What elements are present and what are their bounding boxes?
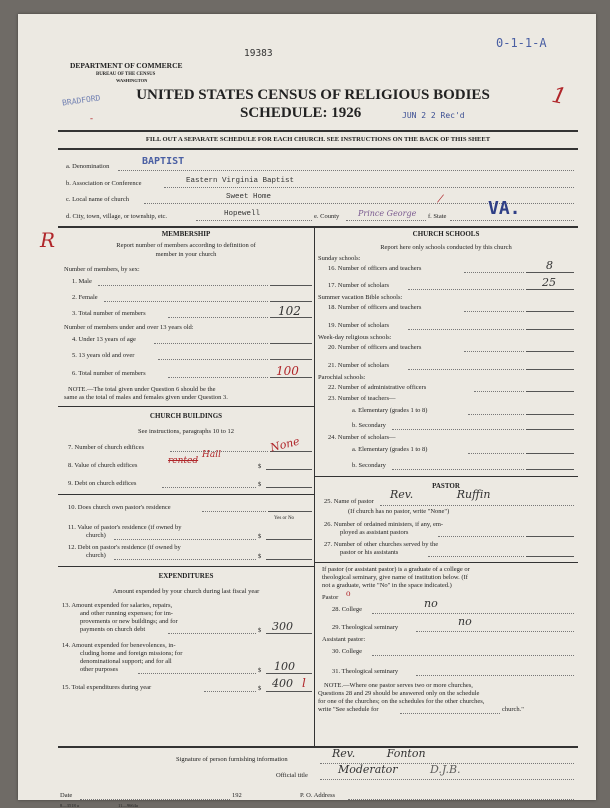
q14-dots: [138, 673, 256, 674]
q25-line: [380, 505, 574, 506]
q12-dots: [114, 559, 256, 560]
q23a-answer[interactable]: [526, 414, 574, 415]
q15-value: 400: [272, 677, 293, 690]
city-line: [196, 220, 312, 221]
header-rule-top: [58, 130, 578, 132]
q3-dots: [168, 317, 268, 318]
q14-label-d: other purposes: [80, 666, 119, 673]
q13-label-a: 13. Amount expended for salaries, repairs,: [62, 602, 173, 609]
q5-label: 5. 13 years old and over: [72, 352, 135, 359]
file-number: 19383: [244, 48, 273, 59]
q16-label: 16. Number of officers and teachers: [328, 265, 422, 272]
q4-dots: [154, 343, 268, 344]
q25-note: (If church has no pastor, write "None"): [348, 508, 450, 515]
q24b-answer[interactable]: [526, 469, 574, 470]
q22-answer[interactable]: [526, 391, 574, 392]
pastor-note-line5: church.": [502, 706, 524, 713]
q27-label-a: 27. Number of other churches served by the: [324, 541, 439, 548]
q28-line: [372, 613, 574, 614]
pastor-note-line3: for one of the churches; on the schedules for the other churches,: [318, 698, 485, 705]
q28-label: 28. College: [332, 606, 362, 613]
association-label: b. Association or Conference: [66, 180, 142, 187]
q21-label: 21. Number of scholars: [328, 362, 390, 369]
q24a-label: a. Elementary (grades 1 to 8): [352, 446, 428, 453]
q27-dots: [428, 556, 524, 557]
received-stamp: JUN 2 2 Rec'd: [402, 111, 465, 120]
bureau-label: BUREAU OF THE CENSUS: [96, 72, 156, 77]
q26-dots: [438, 536, 524, 537]
q11-label-a: 11. Value of pastor's residence (if owned by: [68, 524, 182, 531]
denomination-label: a. Denomination: [66, 163, 110, 170]
state-value: VA.: [488, 198, 521, 219]
q27-label-b: pastor or his assistants: [340, 549, 399, 556]
membership-sub1: Report number of members according to definition of: [116, 242, 256, 249]
q27-answer[interactable]: [526, 556, 574, 557]
date-year: 192: [232, 792, 242, 799]
membership-note-line1: NOTE.—The total given under Question 6 should be the: [68, 386, 216, 393]
q7-label: 7. Number of church edifices: [68, 444, 144, 451]
q13-value: 300: [272, 620, 293, 633]
q1-answer[interactable]: [270, 285, 312, 286]
q15-check: l: [302, 676, 306, 690]
red-circle-mark: o: [346, 588, 351, 598]
by-sex-label: Number of members, by sex:: [64, 266, 140, 273]
q24b-label: b. Secondary: [352, 462, 386, 469]
q13-label-c: provements or new buildings; and for: [80, 618, 178, 625]
q3-value: 102: [278, 304, 301, 318]
county-label: e. County: [314, 213, 340, 220]
q29-label: 29. Theological seminary: [332, 624, 399, 631]
q13-answer-line: [266, 633, 312, 634]
association-value: Eastern Virginia Baptist: [186, 177, 295, 185]
form-number: 8—3518 a: [60, 803, 79, 808]
q11-dots: [114, 539, 256, 540]
q13-dots: [168, 633, 256, 634]
q16-dots: [464, 272, 524, 273]
schools-title: CHURCH SCHOOLS: [412, 230, 480, 238]
q9-dollar: $: [258, 481, 262, 488]
initials-mark: D.J.B.: [430, 763, 461, 776]
association-line: [164, 187, 574, 188]
county-value: Prince George: [358, 209, 417, 218]
q1-label: 1. Male: [72, 278, 92, 285]
city-label-field: d. City, town, village, or township, etc.: [66, 213, 168, 220]
membership-title: MEMBERSHIP: [161, 230, 211, 238]
q6-value: 100: [276, 364, 299, 378]
denomination-value: BAPTIST: [142, 156, 185, 167]
q1-dots: [98, 285, 268, 286]
official-title-line: [320, 779, 574, 780]
q6-label: 6. Total number of members: [72, 370, 146, 377]
form-title: UNITED STATES CENSUS OF RELIGIOUS BODIES: [136, 87, 490, 103]
assistant-label: Assistant pastor:: [322, 636, 366, 643]
q15-label: 15. Total expenditures during year: [62, 684, 152, 691]
pastor-note-line2: Questions 28 and 29 should be answered only on the schedule: [318, 690, 480, 697]
sunday-label: Sunday schools:: [318, 255, 361, 262]
q8-answer[interactable]: [266, 469, 312, 470]
city-label: WASHINGTON: [116, 78, 148, 83]
q9-answer[interactable]: [266, 487, 312, 488]
schools-sub: Report here only schools conducted by this church: [380, 244, 512, 251]
q18-label: 18. Number of officers and teachers: [328, 304, 422, 311]
q26-answer[interactable]: [526, 536, 574, 537]
q14-label-a: 14. Amount expended for benevolences, in-: [62, 642, 176, 649]
church-name-label: c. Local name of church: [66, 196, 129, 203]
buildings-top-rule: [58, 406, 314, 407]
age-label: Number of members under and over 13 years old:: [64, 324, 194, 331]
q8-value: Hall: [202, 450, 221, 460]
q8-dollar: $: [258, 463, 262, 470]
graduate-line2: theological seminary, give name of institution below. (If: [322, 574, 468, 581]
q15-dots: [204, 691, 256, 692]
membership-sub2: member in your church: [155, 251, 217, 258]
q15-dollar: $: [258, 685, 262, 692]
q13-dollar: $: [258, 627, 262, 634]
official-title-label: Official title: [276, 772, 308, 779]
date-label: Date: [60, 792, 73, 799]
q12-answer[interactable]: [266, 559, 312, 560]
q10-dots: [202, 511, 266, 512]
buildings-title: CHURCH BUILDINGS: [149, 412, 223, 420]
pastor-note-blank: [400, 713, 500, 714]
q11-dollar: $: [258, 533, 262, 540]
q19-label: 19. Number of scholars: [328, 322, 390, 329]
file-code: 0-1-1-A: [496, 36, 547, 50]
q9-dots: [162, 487, 256, 488]
q12-label-b: church): [86, 552, 106, 559]
q24-label: 24. Number of scholars—: [328, 434, 396, 441]
header-rule-bottom: [58, 148, 578, 150]
q14-label-b: cluding home and foreign missions; for: [80, 650, 183, 657]
q14-answer-line: [266, 673, 312, 674]
q10-answer[interactable]: [268, 511, 312, 512]
weekday-label: Week-day religious schools:: [318, 334, 392, 341]
q19-answer[interactable]: [526, 329, 574, 330]
q15-answer-line: [266, 691, 312, 692]
q17-dots: [408, 289, 524, 290]
church-name-value: Sweet Home: [226, 193, 272, 201]
q17-answer-line: [526, 289, 574, 290]
q28-value: no: [424, 597, 438, 610]
q11-answer[interactable]: [266, 539, 312, 540]
q18-answer[interactable]: [526, 311, 574, 312]
bradford-stamp: BRADFORD: [61, 93, 101, 108]
parochial-label: Parochial schools:: [318, 374, 366, 381]
pastor-sub-label: Pastor: [322, 594, 339, 601]
q2-dots: [104, 301, 268, 302]
red-check-mark: /: [435, 191, 445, 208]
q8-strike: rented: [168, 456, 199, 466]
pastor-top-rule: [314, 476, 578, 477]
po-address-label: P. O. Address: [300, 792, 336, 799]
expenditures-sub: Amount expended by your church during last fiscal year: [112, 588, 260, 595]
graduate-line3: not a graduate, write "No" in the space indicated.): [322, 582, 452, 589]
official-title-value: Moderator: [338, 763, 398, 776]
q16-answer-line: [526, 272, 574, 273]
q17-value: 25: [542, 276, 556, 289]
q17-label: 17. Number of scholars: [328, 282, 390, 289]
q5-answer[interactable]: [270, 359, 312, 360]
q13-label-d: payments on church debt: [80, 626, 146, 633]
q26-label-a: 26. Number of ordained ministers, if any, em-: [324, 521, 444, 528]
sections-bottom-rule: [58, 746, 578, 748]
pastor-note-line1: NOTE.—Where one pastor serves two or more churches,: [324, 682, 473, 689]
signature-value: Rev. Fonton: [332, 747, 426, 760]
q31-line[interactable]: [416, 675, 574, 676]
q12-label-a: 12. Debt on pastor's residence (if owned by: [68, 544, 181, 551]
q20-label: 20. Number of officers and teachers: [328, 344, 422, 351]
red-numeral-mark: 1: [549, 82, 569, 111]
q2-label: 2. Female: [72, 294, 98, 301]
state-label: f. State: [428, 213, 447, 220]
r-mark: R: [40, 228, 56, 252]
q14-dollar: $: [258, 667, 262, 674]
expenditures-top-rule: [58, 566, 314, 567]
city-value: Hopewell: [224, 210, 261, 218]
sections-top-rule: [58, 226, 578, 228]
q16-value: 8: [546, 259, 553, 272]
q26-label-b: ployed as assistant pastors: [340, 529, 409, 536]
summer-label: Summer vacation Bible schools:: [318, 294, 403, 301]
pastor-note-line4: write "See schedule for: [318, 706, 379, 713]
expenditures-title: EXPENDITURES: [158, 572, 214, 580]
q10-label: 10. Does church own pastor's residence: [68, 504, 171, 511]
schedule-title: SCHEDULE: 1926: [240, 105, 362, 121]
residence-rule: [58, 494, 314, 495]
q30-line[interactable]: [372, 655, 574, 656]
q29-line: [416, 631, 574, 632]
q14-value: 100: [274, 660, 295, 673]
instruction-line: FILL OUT A SEPARATE SCHEDULE FOR EACH CHURCH. SEE INSTRUCTIONS ON THE BACK OF THIS SHEET: [145, 136, 491, 143]
q29-value: no: [458, 615, 472, 628]
q20-dots: [464, 351, 524, 352]
q4-answer[interactable]: [270, 343, 312, 344]
q24a-dots: [468, 453, 524, 454]
q13-label-b: and other running expenses; for im-: [80, 610, 173, 617]
q7-value: None: [268, 434, 301, 455]
q3-label: 3. Total number of members: [72, 310, 146, 317]
q25-label: 25. Name of pastor: [324, 498, 374, 505]
county-line: [346, 220, 426, 221]
red-dash-mark: -: [90, 113, 93, 123]
q21-answer[interactable]: [526, 369, 574, 370]
q4-label: 4. Under 13 years of age: [72, 336, 136, 343]
buildings-sub: See instructions, paragraphs 10 to 12: [137, 428, 235, 435]
q23a-label: a. Elementary (grades 1 to 8): [352, 407, 428, 414]
graduate-line1: If pastor (or assistant pastor) is a graduate of a college or: [322, 566, 470, 573]
graduate-rule: [314, 562, 578, 563]
dept-label: DEPARTMENT OF COMMERCE: [70, 61, 183, 70]
q6-dots: [168, 377, 268, 378]
q23b-dots: [392, 429, 524, 430]
denomination-line: [118, 170, 574, 171]
q24b-dots: [392, 469, 524, 470]
q23a-dots: [468, 414, 524, 415]
q23b-label: b. Secondary: [352, 422, 386, 429]
q2-answer[interactable]: [270, 301, 312, 302]
yes-no-hint: Yes or No: [274, 516, 295, 521]
q11-label-b: church): [86, 532, 106, 539]
q12-dollar: $: [258, 553, 262, 560]
census-schedule-form: [18, 14, 596, 808]
signature-label: Signature of person furnishing information: [176, 756, 288, 763]
q23-label: 23. Number of teachers—: [328, 395, 396, 402]
q22-dots: [474, 391, 524, 392]
membership-note-line2: same as the total of males and females given under Question 3.: [64, 394, 228, 401]
pastor-title: PASTOR: [432, 482, 460, 490]
q31-label: 31. Theological seminary: [332, 668, 399, 675]
q25-value: Rev. Ruffin: [390, 488, 491, 501]
q23b-answer[interactable]: [526, 429, 574, 430]
q20-answer[interactable]: [526, 351, 574, 352]
q5-dots: [158, 359, 268, 360]
q22-label: 22. Number of administrative officers: [328, 384, 427, 391]
q8-label: 8. Value of church edifices: [68, 462, 138, 469]
q18-dots: [464, 311, 524, 312]
state-line: [450, 220, 574, 221]
q19-dots: [408, 329, 524, 330]
q30-label: 30. College: [332, 648, 362, 655]
print-number: 11—9664a: [118, 803, 138, 808]
q9-label: 9. Debt on church edifices: [68, 480, 137, 487]
q14-label-c: denominational support; and for all: [80, 658, 172, 665]
q21-dots: [408, 369, 524, 370]
q24a-answer[interactable]: [526, 453, 574, 454]
